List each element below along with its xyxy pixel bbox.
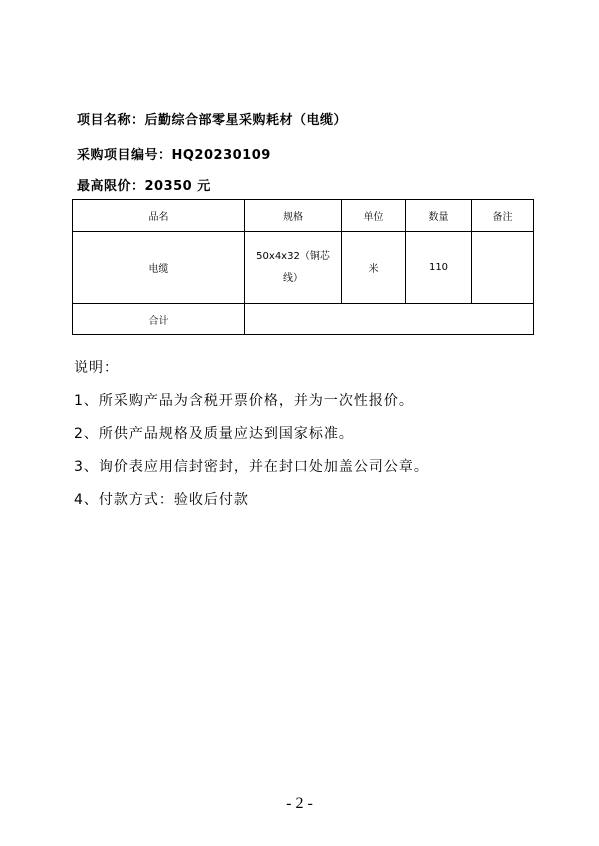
cell-spec-line1: 50x4x32（铜芯 — [256, 250, 330, 262]
note-item: 1、所采购产品为含税开票价格，并为一次性报价。 — [74, 393, 414, 409]
table-total-row — [73, 304, 534, 335]
notes-title: 说明： — [74, 360, 119, 376]
header-name: 品名 — [73, 200, 245, 232]
cell-quantity: 110 — [406, 232, 472, 304]
note-item: 4、付款方式：验收后付款 — [74, 492, 249, 508]
cell-unit: 米 — [342, 232, 406, 304]
project-name: 项目名称：后勤综合部零星采购耗材（电缆） — [77, 113, 348, 128]
note-item: 2、所供产品规格及质量应达到国家标准。 — [74, 426, 354, 442]
table-header-row — [73, 200, 534, 232]
total-value — [245, 304, 534, 335]
project-code: 采购项目编号：HQ20230109 — [77, 148, 271, 163]
cell-spec-line2: 线） — [283, 272, 303, 284]
header-quantity: 数量 — [406, 200, 472, 232]
cell-remark — [472, 232, 534, 304]
max-price: 最高限价：20350 元 — [77, 179, 211, 194]
quote-table — [72, 199, 534, 335]
header-unit: 单位 — [342, 200, 406, 232]
header-spec: 规格 — [245, 200, 342, 232]
cell-name: 电缆 — [73, 232, 245, 304]
table-row — [73, 232, 534, 304]
note-item: 3、询价表应用信封密封，并在封口处加盖公司公章。 — [74, 459, 429, 475]
cell-spec — [245, 232, 342, 304]
total-label: 合计 — [73, 304, 245, 335]
header-remark: 备注 — [472, 200, 534, 232]
notes-section — [74, 352, 429, 517]
page-number: - 2 - — [286, 795, 313, 812]
